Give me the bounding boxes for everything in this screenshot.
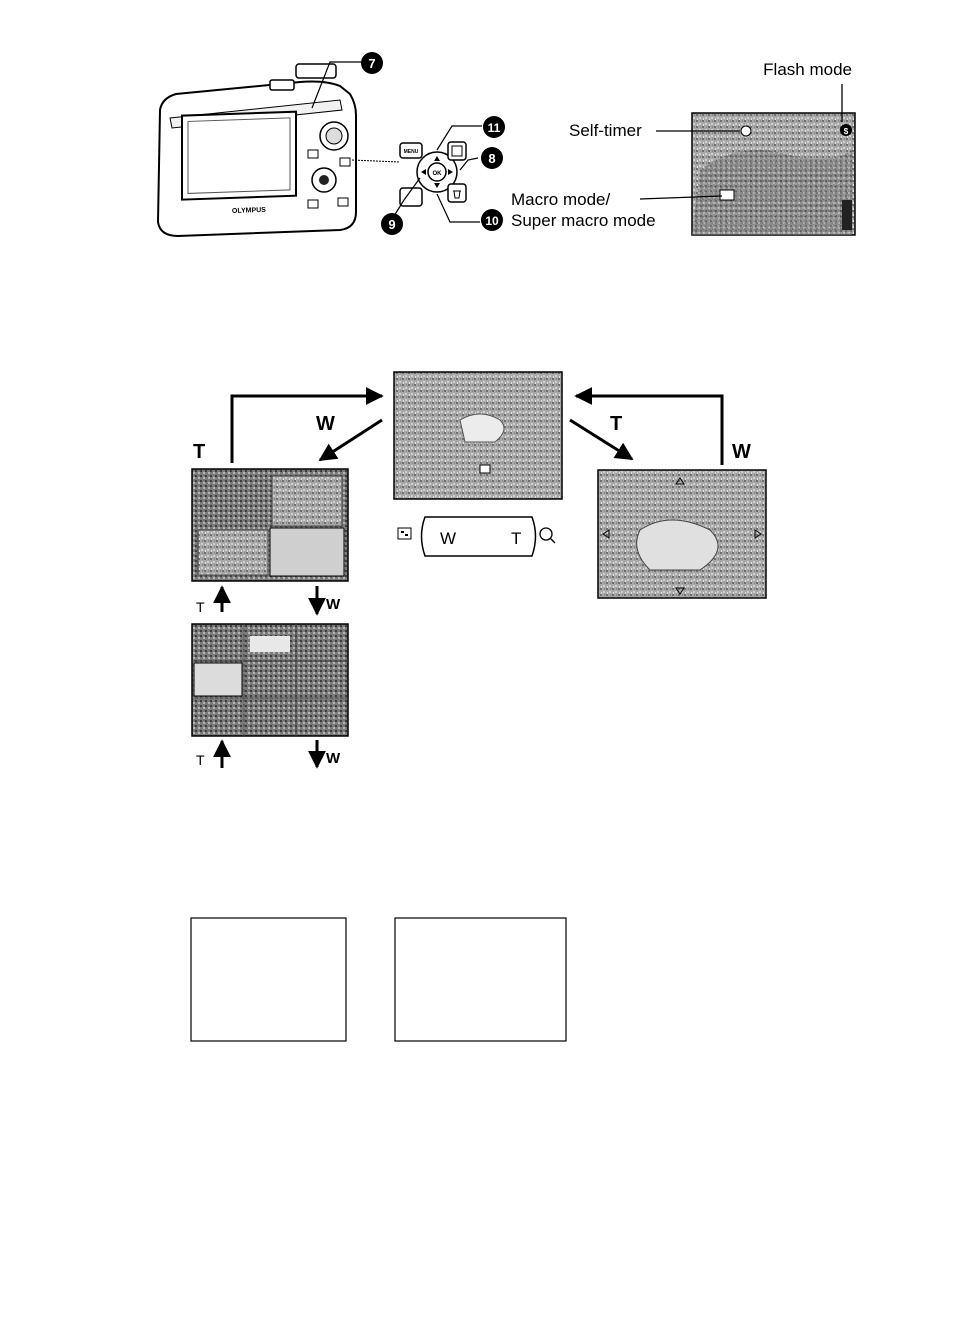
svg-text:9: 9 [388,217,396,232]
arrow-label-t-right: T [610,413,623,435]
arrow-label-w-index1: W [326,596,341,613]
svg-text:8: 8 [488,151,496,166]
svg-text:7: 7 [368,56,376,71]
svg-text:11: 11 [487,121,501,135]
zoom-lever-w: W [440,529,457,548]
flash-mode-label: Flash mode [763,60,852,79]
arrow-label-w-right: W [732,441,751,463]
closeup-screen [598,470,766,598]
macro-mode-label: Macro mode/ [511,190,611,209]
callout-7 [361,52,383,74]
callout-8 [481,147,503,169]
svg-text:10: 10 [485,214,499,228]
callout-11 [483,116,505,138]
arrow-label-w-left: W [316,413,335,435]
ok-button-label: OK [432,171,442,177]
self-timer-label: Self-timer [569,121,642,140]
empty-frame-left [191,918,346,1041]
super-macro-mode-label: Super macro mode [511,211,656,230]
control-pad [394,126,482,222]
camera-brand-text: OLYMPUS [231,206,267,215]
arrow-label-t-left: T [193,441,206,463]
menu-button-label: MENU [403,149,419,155]
camera-illustration [158,62,400,236]
arrow-label-t-index2: T [196,752,205,768]
svg-text:$: $ [843,127,849,136]
empty-frame-right [395,918,566,1041]
center-screen [394,372,562,499]
zoom-lever-graphic [398,517,555,556]
arrow-label-t-index1: T [196,599,205,615]
arrow-label-w-index2: W [326,750,341,767]
zoom-lever-t: T [511,529,522,548]
callout-10 [481,209,503,231]
index-screen-9 [192,624,348,736]
callout-9 [381,213,403,235]
index-screen-4 [192,469,348,581]
